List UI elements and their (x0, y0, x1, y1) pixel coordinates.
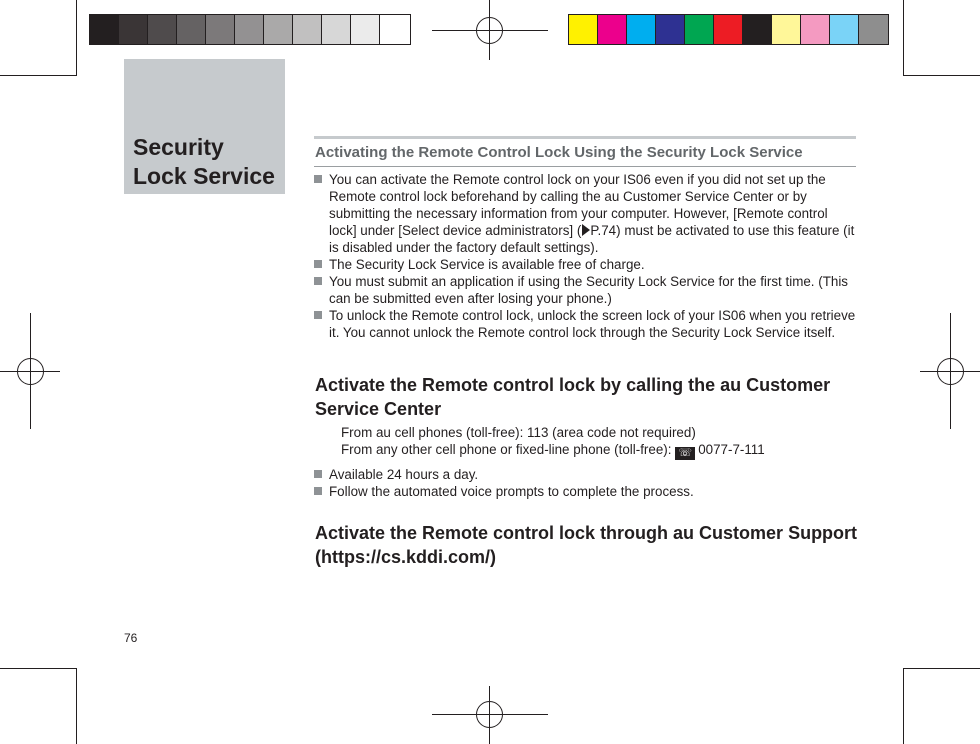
free-dial-icon: ☏ (675, 447, 695, 460)
phone-other: From any other cell phone or fixed-line phone (toll-free): ☏ 0077-7-111 (341, 442, 765, 459)
top-divider (314, 136, 856, 139)
section-tab (124, 59, 285, 194)
list-item: To unlock the Remote control lock, unlock the screen lock of your IS06 when you retrieve it. You cannot unlock the Remote control lock through the Security Lock Service itself. (314, 307, 856, 341)
subheading-divider (314, 166, 856, 167)
list-item: Follow the automated voice prompts to complete the process. (314, 483, 856, 500)
section-title-line2: Lock Service (133, 163, 275, 189)
list-item: You can activate the Remote control lock on your IS06 even if you did not set up the Remote control lock beforehand by calling the au Customer Service Center or by submitting the necessary information from your computer. However, [Remote control lock] under [Select device administrators] ( P.74) must be activated to use this feature (it is disabled under the factory default settings). (314, 171, 856, 256)
bullet-square-icon (314, 311, 322, 319)
section-title (133, 133, 275, 191)
list-item: Available 24 hours a day. (314, 466, 856, 483)
bullet-square-icon (314, 175, 322, 183)
page-ref-arrow-icon (581, 224, 590, 236)
list-item: You must submit an application if using the Security Lock Service for the first time. (This can be submitted even after losing your phone.) (314, 273, 856, 307)
section-title-line1: Security (133, 134, 224, 160)
phone-number: 0077-7-111 (698, 442, 765, 457)
list-item: The Security Lock Service is available free of charge. (314, 256, 856, 273)
subheading: Activating the Remote Control Lock Using the Security Lock Service (315, 144, 803, 161)
bullet-square-icon (314, 260, 322, 268)
page-reference[interactable]: P.74 (590, 223, 617, 238)
bullet-square-icon (314, 277, 322, 285)
intro-bullet-list (314, 171, 856, 341)
page-number: 76 (124, 631, 138, 645)
bullet-square-icon (314, 470, 322, 478)
heading-call-center: Activate the Remote control lock by calling the au Customer Service Center (315, 375, 831, 419)
phone-au: From au cell phones (toll-free): 113 (area code not required) (341, 425, 696, 440)
heading-web-support: Activate the Remote control lock through au Customer Support (https://cs.kddi.com/) (315, 523, 858, 567)
call-bullet-list (314, 466, 856, 500)
bullet-square-icon (314, 487, 322, 495)
